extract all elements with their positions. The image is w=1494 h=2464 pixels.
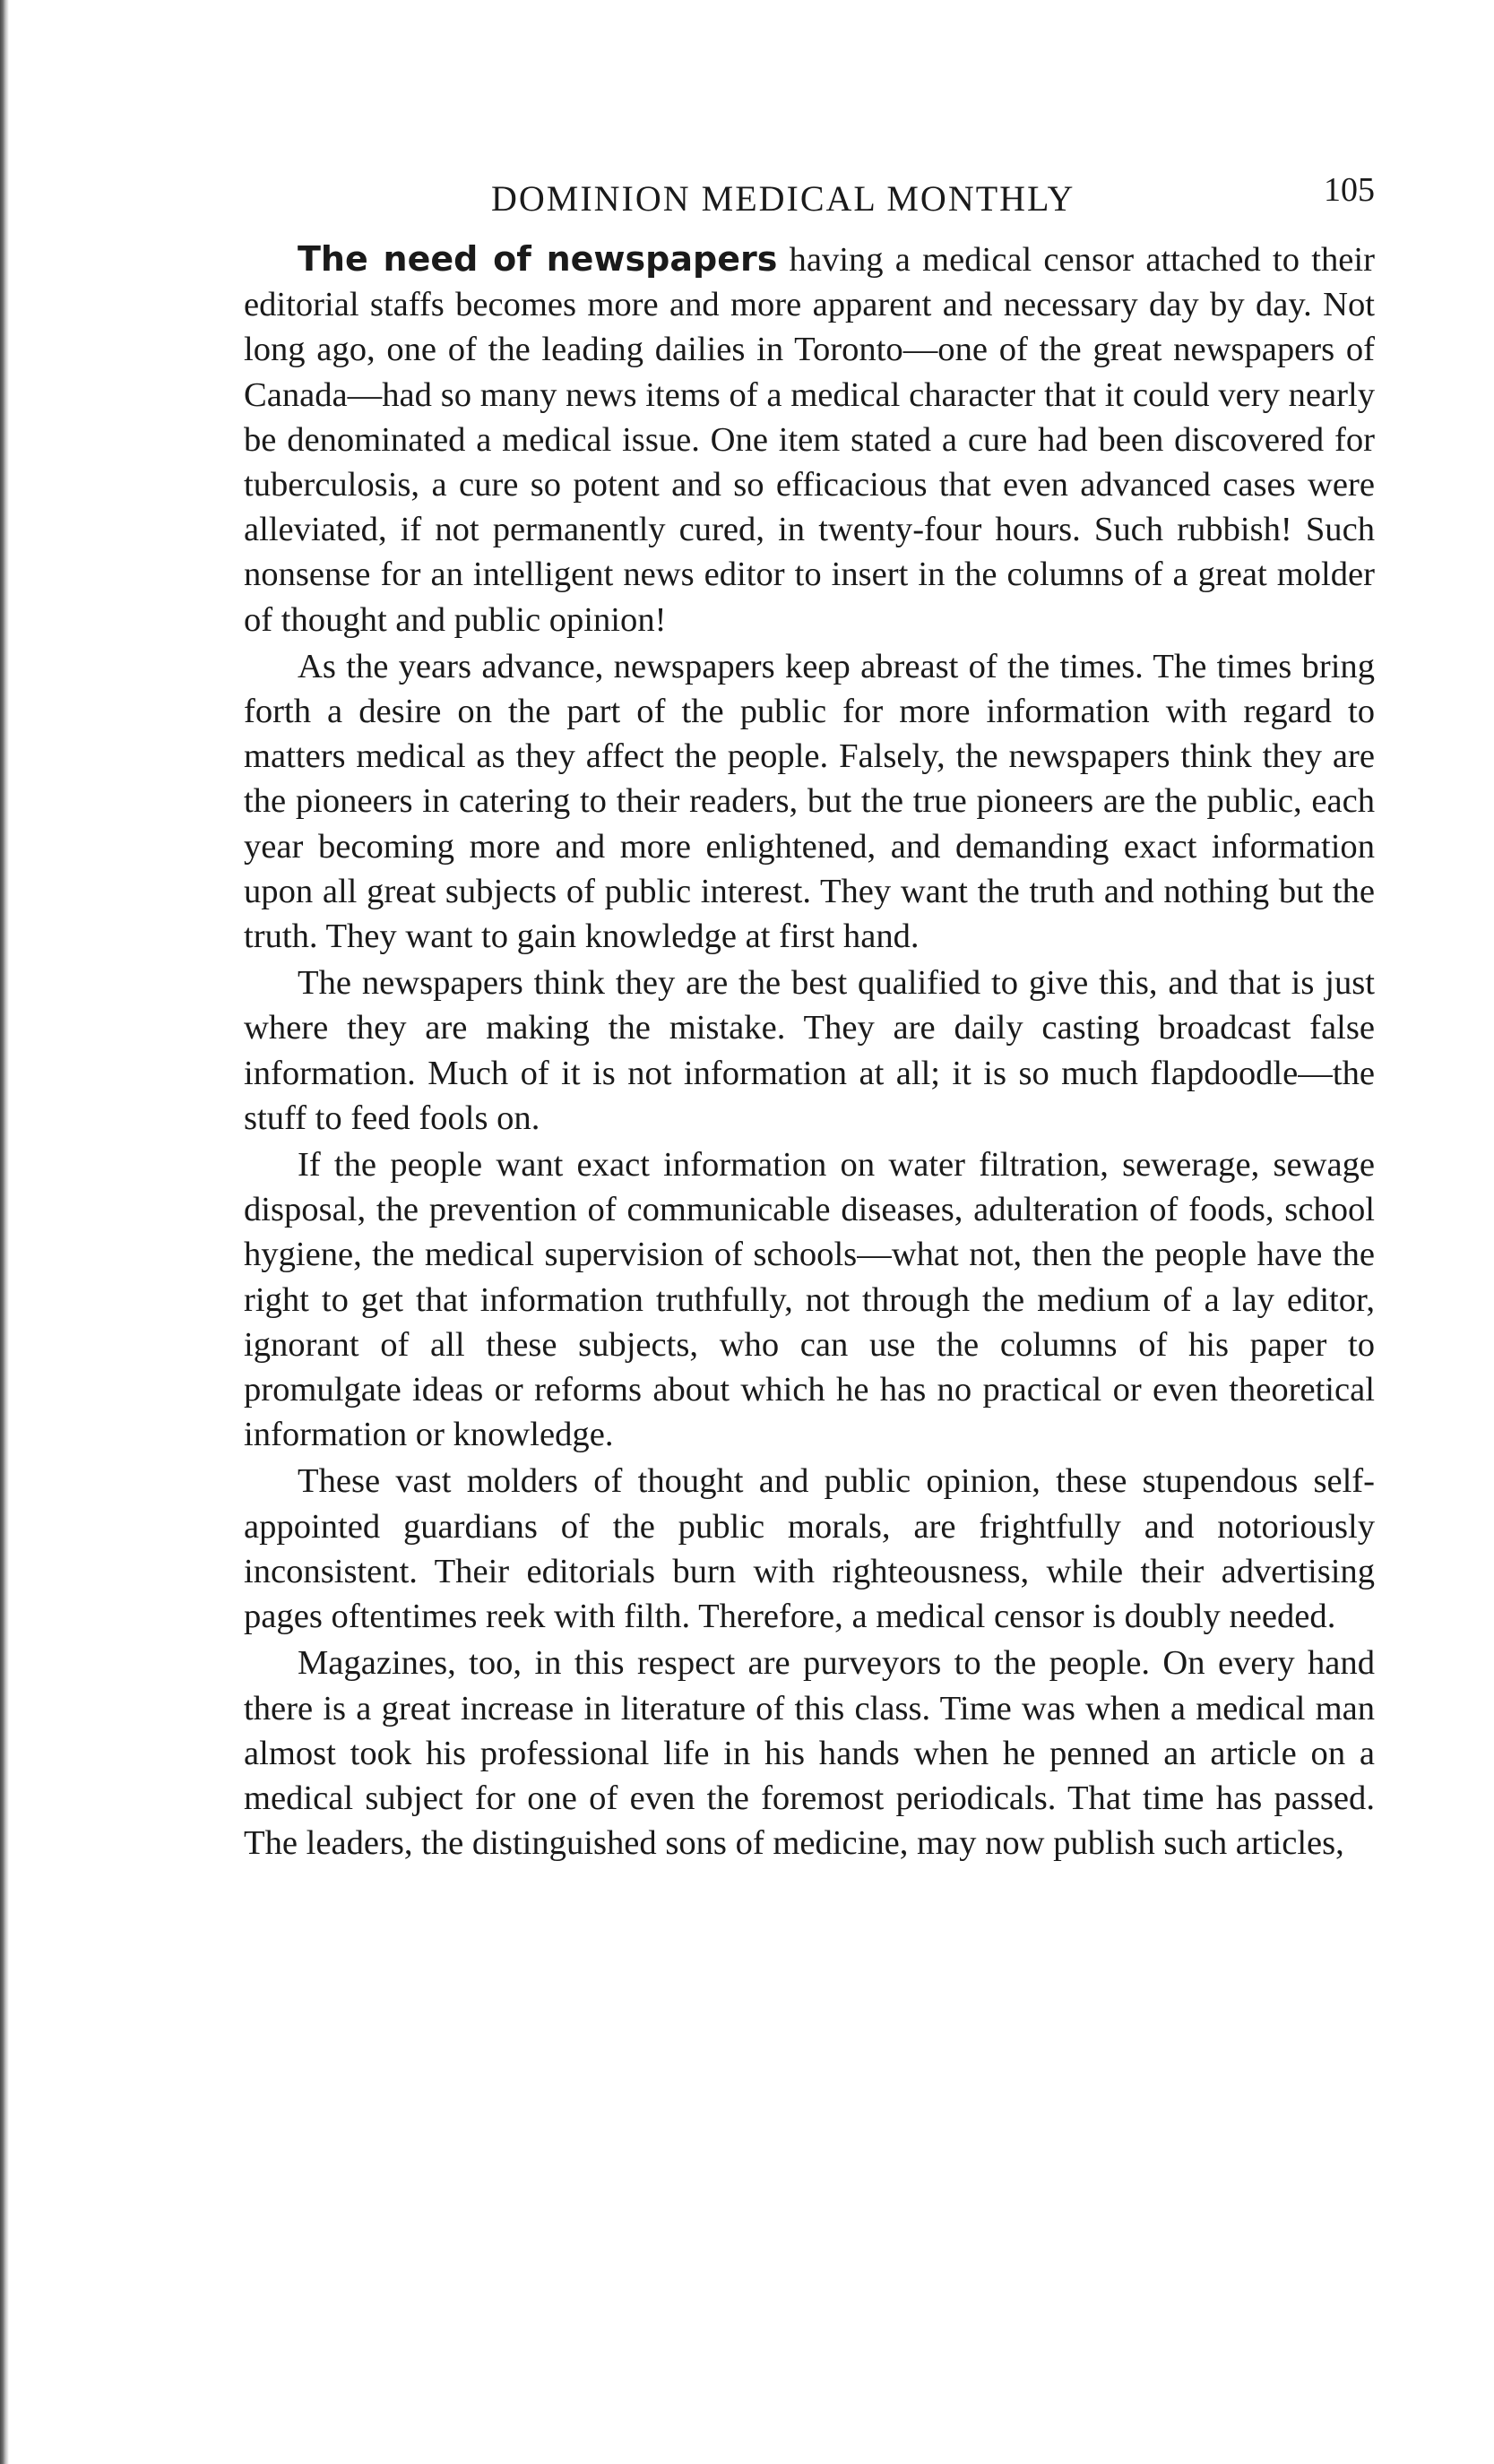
paragraph-5: These vast molders of thought and public opinion, these stupendous self-appointed guardians of the public morals, are frightfully and notoriously inconsistent. Their editorials burn with righteousness, while their advertising pages oftentimes reek with filth. Therefore, a medical censor is doubly needed.: [244, 1462, 1375, 1636]
lead-phrase: The need of newspapers: [298, 239, 778, 279]
running-title: DOMINION MEDICAL MONTHLY: [491, 178, 1075, 219]
page-number: 105: [1324, 171, 1375, 209]
running-head: [244, 170, 1375, 224]
body-text: [244, 237, 1375, 1865]
paragraph-2: As the years advance, newspapers keep abreast of the times. The times bring forth a desire on the part of the public for more information with regard to matters medical as they affect the people. Falsely, the newspapers think they are the pioneers in catering to their readers, but the true pioneers are the public, each year becoming more and more enlightened, and demanding exact information upon all great subjects of public interest. They want the truth and nothing but the truth. They want to gain knowledge at first hand.: [244, 647, 1375, 956]
paragraph-3: The newspapers think they are the best qualified to give this, and that is just where they are making the mistake. They are daily casting broadcast false information. Much of it is not information at all; it is so much flapdoodle—the stuff to feed fools on.: [244, 964, 1375, 1137]
paragraph-6: Magazines, too, in this respect are purveyors to the people. On every hand there is a great increase in literature of this class. Time was when a medical man almost took his professional life in his hands when he penned an article on a medical subject for one of even the foremost periodicals. That time has passed. The leaders, the distinguished sons of medicine, may now publish such articles,: [244, 1644, 1375, 1863]
scan-binding-edge: [0, 0, 9, 2464]
paragraph-text: having a medical censor attached to their editorial staffs becomes more and more apparent and necessary day by day. Not long ago, one of the leading dailies in Toronto—one of the great newspapers of Canada—had so many news items of a medical character that it could very nearly be denominated a medical issue. One item stated a cure had been discovered for tuberculosis, a cure so potent and so efficacious that even advanced cases were alleviated, if not permanently cured, in twenty-four hours. Such rubbish! Such nonsense for an intelligent news editor to insert in the columns of a great molder of thought and public opinion!: [244, 241, 1375, 639]
document-page: [244, 170, 1375, 1867]
paragraph-1: [244, 237, 1375, 642]
paragraph-4: If the people want exact information on water filtration, sewerage, sewage disposal, the prevention of communicable diseases, adulteration of foods, school hygiene, the medical supervision of schools—what not, then the people have the right to get that information truthfully, not through the medium of a lay editor, ignorant of all these subjects, who can use the columns of his paper to promulgate ideas or reforms about which he has no practical or even theoretical information or knowledge.: [244, 1146, 1375, 1454]
